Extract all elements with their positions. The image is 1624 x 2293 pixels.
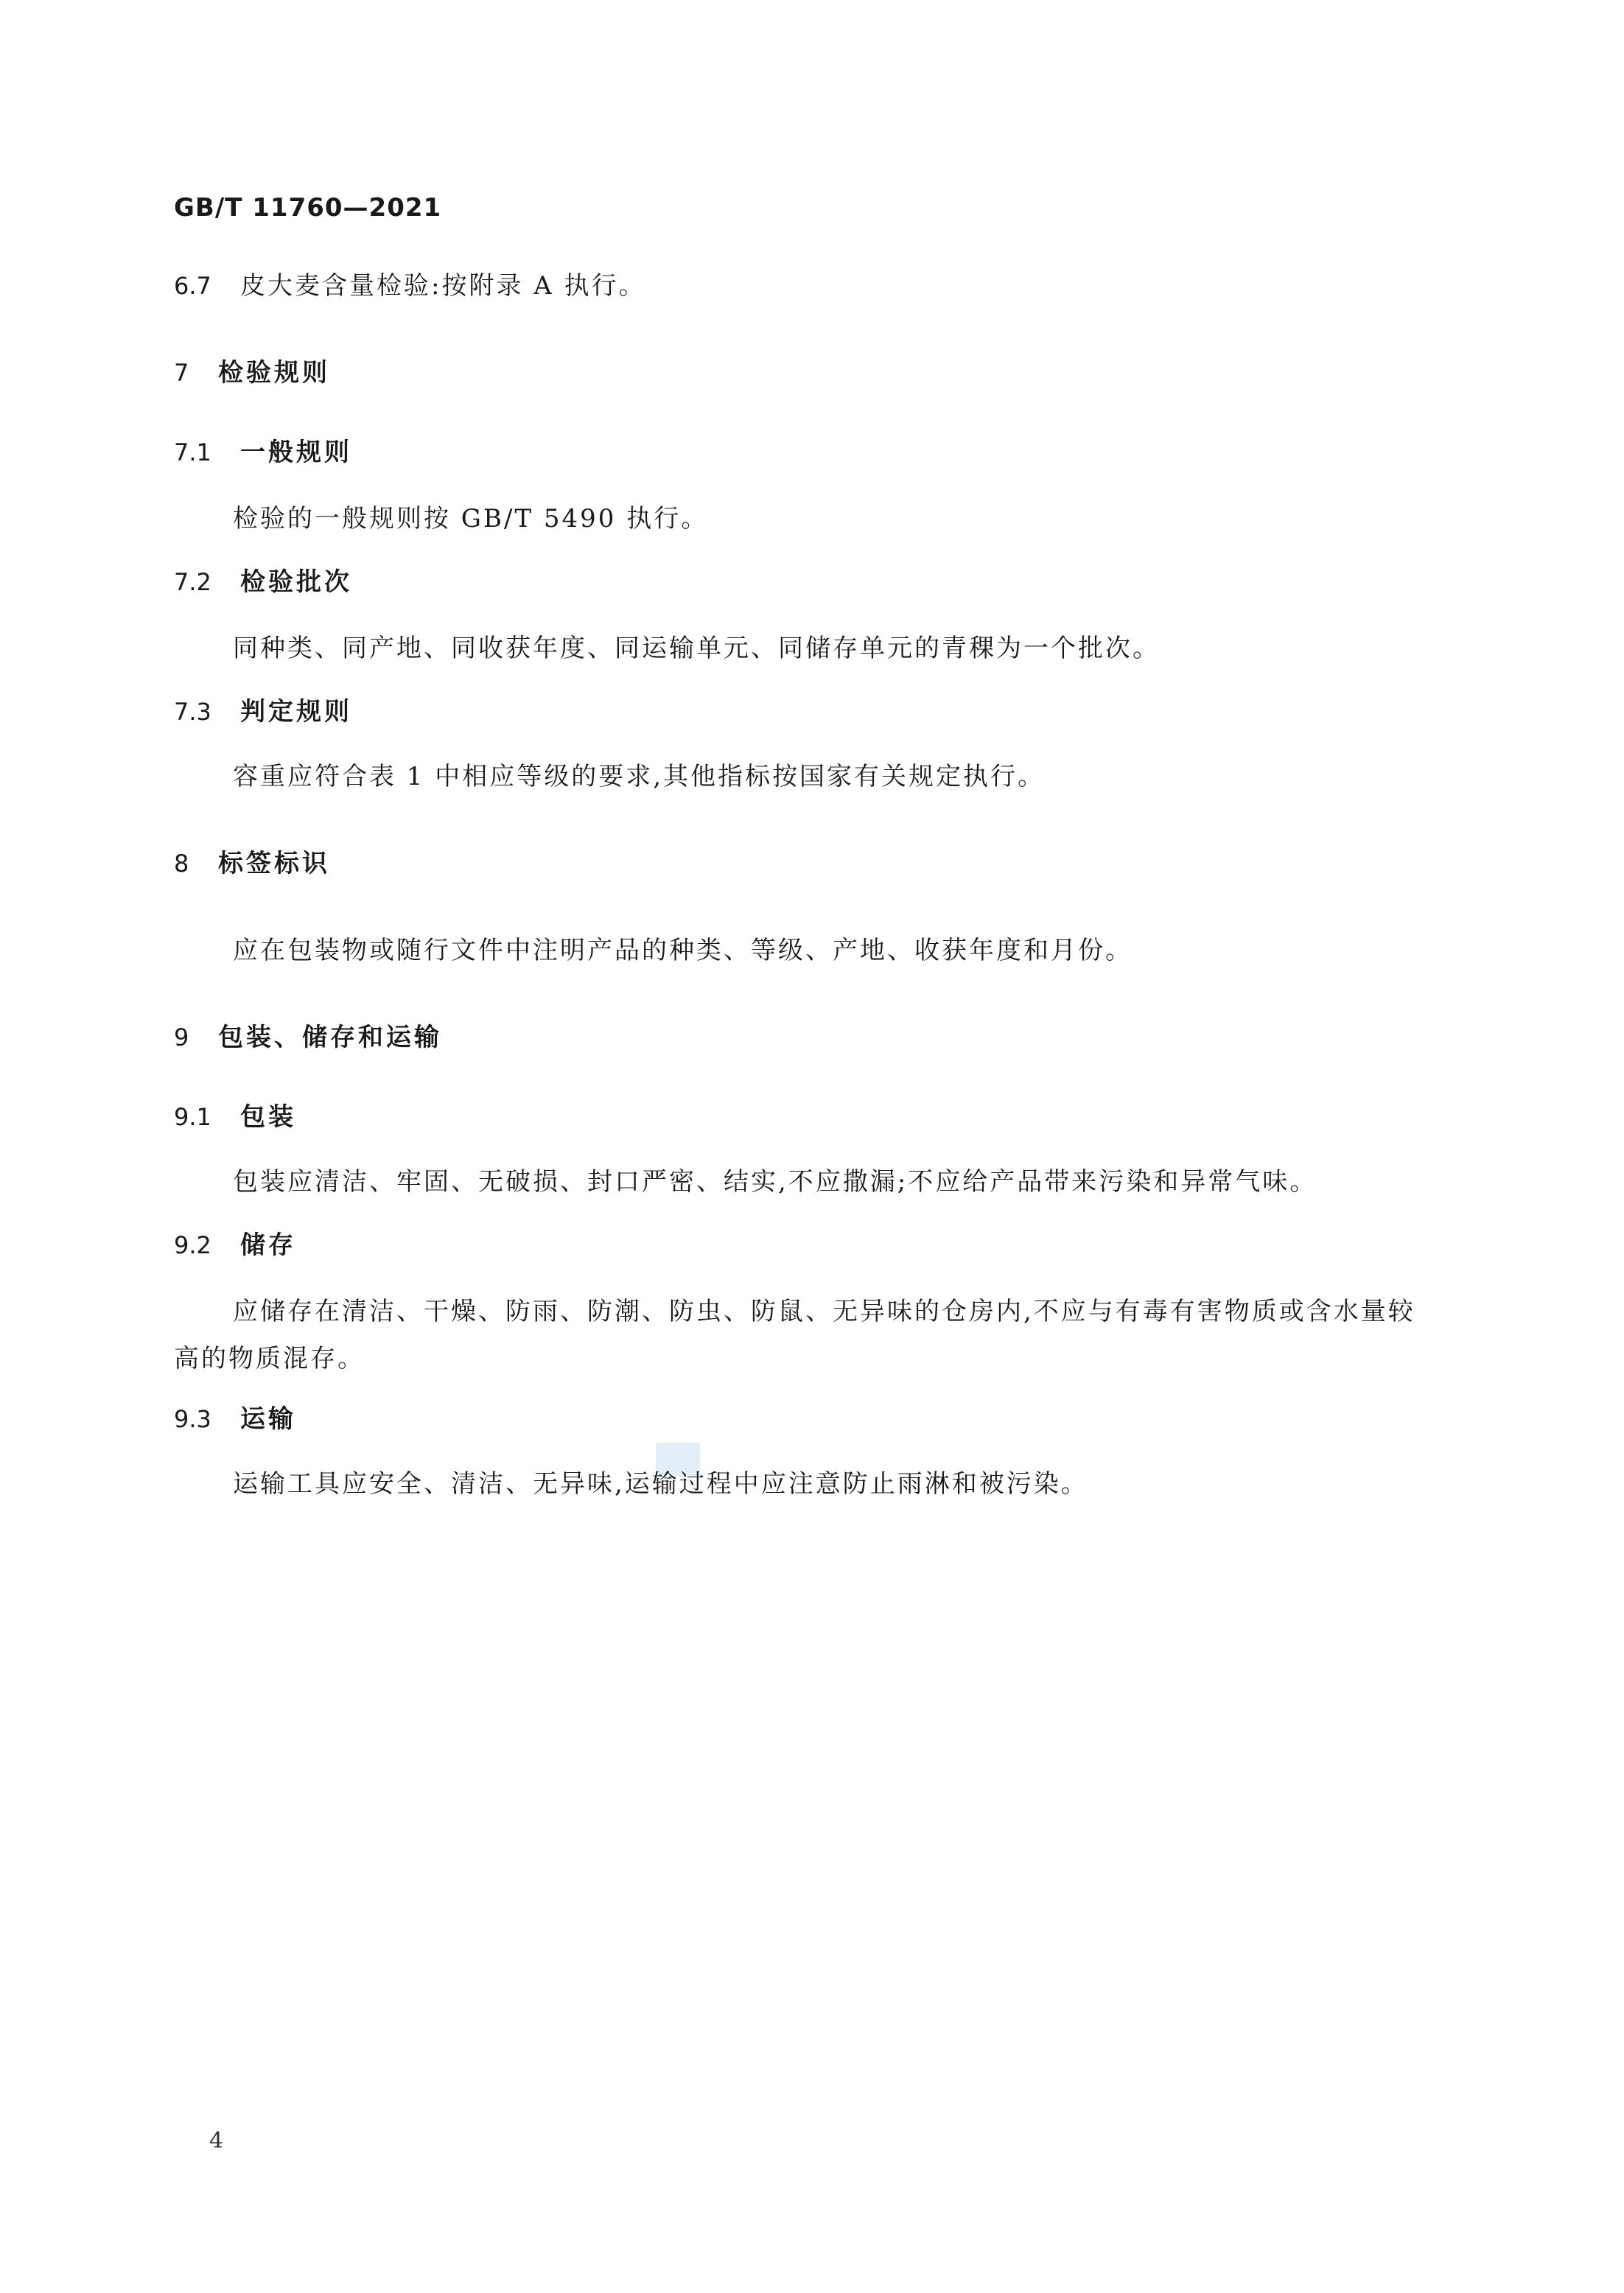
clause-number: 7.2 — [174, 568, 211, 596]
page-number: 4 — [209, 2128, 224, 2154]
clause-7-3-body: 容重应符合表 1 中相应等级的要求,其他指标按国家有关规定执行。 — [233, 762, 1046, 791]
clause-number: 7.3 — [174, 698, 211, 726]
clause-number: 9.1 — [174, 1103, 211, 1131]
clause-number: 9.2 — [174, 1231, 211, 1259]
clause-title: 储存 — [240, 1230, 296, 1260]
clause-number: 9.3 — [174, 1405, 211, 1433]
clause-title: 运输 — [240, 1404, 296, 1434]
section-number: 7 — [174, 359, 189, 387]
clause-text: 皮大麦含量检验:按附录 A 执行。 — [240, 271, 646, 301]
clause-title: 一般规则 — [240, 438, 352, 467]
standard-code-header: GB/T 11760—2021 — [174, 193, 442, 223]
clause-9-3-body: 运输工具应安全、清洁、无异味,运输过程中应注意防止雨淋和被污染。 — [233, 1469, 1088, 1499]
clause-9-1-body: 包装应清洁、牢固、无破损、封口严密、结实,不应撒漏;不应给产品带来污染和异常气味。 — [233, 1167, 1317, 1197]
clause-7-1-body: 检验的一般规则按 GB/T 5490 执行。 — [233, 504, 709, 533]
clause-9-2-body: 应储存在清洁、干燥、防雨、防潮、防虫、防鼠、无异味的仓房内,不应与有毒有害物质或含水量较高的物质混存。 — [174, 1297, 1415, 1373]
clause-number: 6.7 — [174, 272, 211, 300]
clause-number: 7.1 — [174, 438, 211, 466]
clause-6-7 — [174, 270, 646, 303]
clause-7-2-body: 同种类、同产地、同收获年度、同运输单元、同储存单元的青稞为一个批次。 — [233, 634, 1160, 663]
clause-9-2-heading — [174, 1229, 296, 1262]
section-title: 标签标识 — [218, 849, 330, 878]
clause-9-1-heading — [174, 1101, 296, 1134]
clause-7-2-heading — [174, 566, 352, 599]
section-number: 8 — [174, 850, 189, 878]
section-number: 9 — [174, 1023, 189, 1051]
clause-9-3-heading — [174, 1403, 296, 1436]
clause-7-1-heading — [174, 436, 352, 469]
section-8-heading — [174, 847, 330, 881]
section-title: 包装、储存和运输 — [218, 1023, 442, 1052]
clause-title: 包装 — [240, 1102, 296, 1132]
section-8-body: 应在包装物或随行文件中注明产品的种类、等级、产地、收获年度和月份。 — [233, 936, 1133, 965]
section-9-heading — [174, 1021, 442, 1054]
section-title: 检验规则 — [218, 358, 330, 388]
clause-title: 判定规则 — [240, 697, 352, 727]
section-7-heading — [174, 357, 330, 390]
clause-title: 检验批次 — [240, 567, 352, 597]
clause-7-3-heading — [174, 696, 352, 729]
